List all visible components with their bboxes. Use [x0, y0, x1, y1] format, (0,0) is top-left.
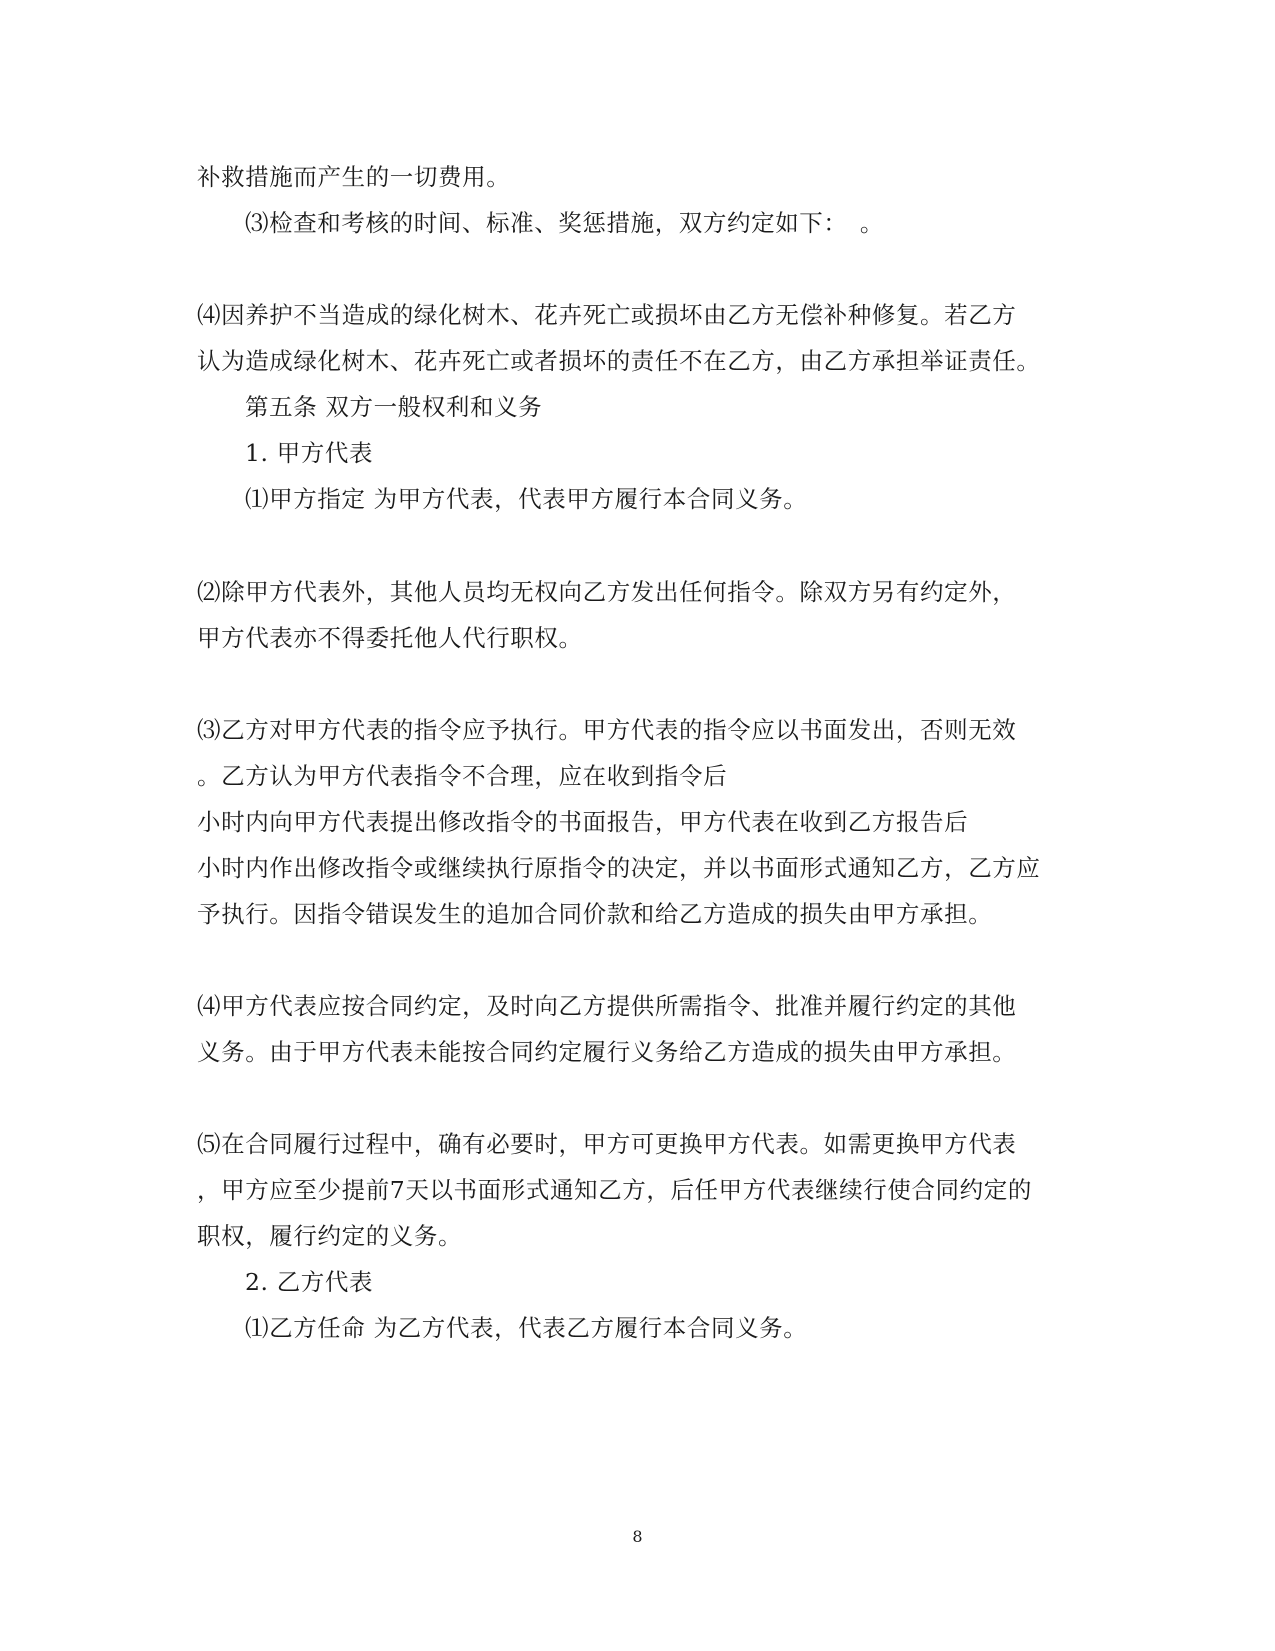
text-line: ⑴甲方指定 为甲方代表，代表甲方履行本合同义务。: [245, 485, 808, 513]
text-line: ⑷因养护不当造成的绿化树木、花卉死亡或损坏由乙方无偿补种修复。若乙方: [197, 301, 1017, 329]
text-line: 职权，履行约定的义务。: [197, 1222, 463, 1250]
text-line: ⑶乙方对甲方代表的指令应予执行。甲方代表的指令应以书面发出，否则无效: [197, 716, 1017, 744]
subsection-heading: 1. 甲方代表: [245, 439, 374, 467]
text-line: ⑸在合同履行过程中，确有必要时，甲方可更换甲方代表。如需更换甲方代表: [197, 1130, 1017, 1158]
text-line: ⑷甲方代表应按合同约定，及时向乙方提供所需指令、批准并履行约定的其他: [197, 992, 1017, 1020]
text-line: ⑴乙方任命 为乙方代表，代表乙方履行本合同义务。: [245, 1314, 808, 1342]
text-line: ，甲方应至少提前7天以书面形式通知乙方，后任甲方代表继续行使合同约定的: [197, 1176, 1032, 1204]
text-line: 义务。由于甲方代表未能按合同约定履行义务给乙方造成的损失由甲方承担。: [197, 1038, 1017, 1066]
text-line: 小时内向甲方代表提出修改指令的书面报告，甲方代表在收到乙方报告后: [197, 808, 969, 836]
text-line: 补救措施而产生的一切费用。: [197, 163, 511, 191]
page-number: 8: [632, 1527, 643, 1546]
text-line: ⑶检查和考核的时间、标准、奖惩措施，双方约定如下： 。: [245, 209, 884, 237]
text-line: ⑵除甲方代表外，其他人员均无权向乙方发出任何指令。除双方另有约定外，: [197, 578, 1017, 606]
text-line: 甲方代表亦不得委托他人代行职权。: [197, 624, 583, 652]
text-line: 予执行。因指令错误发生的追加合同价款和给乙方造成的损失由甲方承担。: [197, 900, 993, 928]
section-heading: 第五条 双方一般权利和义务: [245, 393, 543, 421]
subsection-heading: 2. 乙方代表: [245, 1268, 374, 1296]
text-line: 。乙方认为甲方代表指令不合理，应在收到指令后: [197, 762, 728, 790]
text-line: 认为造成绿化树木、花卉死亡或者损坏的责任不在乙方，由乙方承担举证责任。: [197, 347, 1041, 375]
text-line: 小时内作出修改指令或继续执行原指令的决定，并以书面形式通知乙方，乙方应: [197, 854, 1041, 882]
